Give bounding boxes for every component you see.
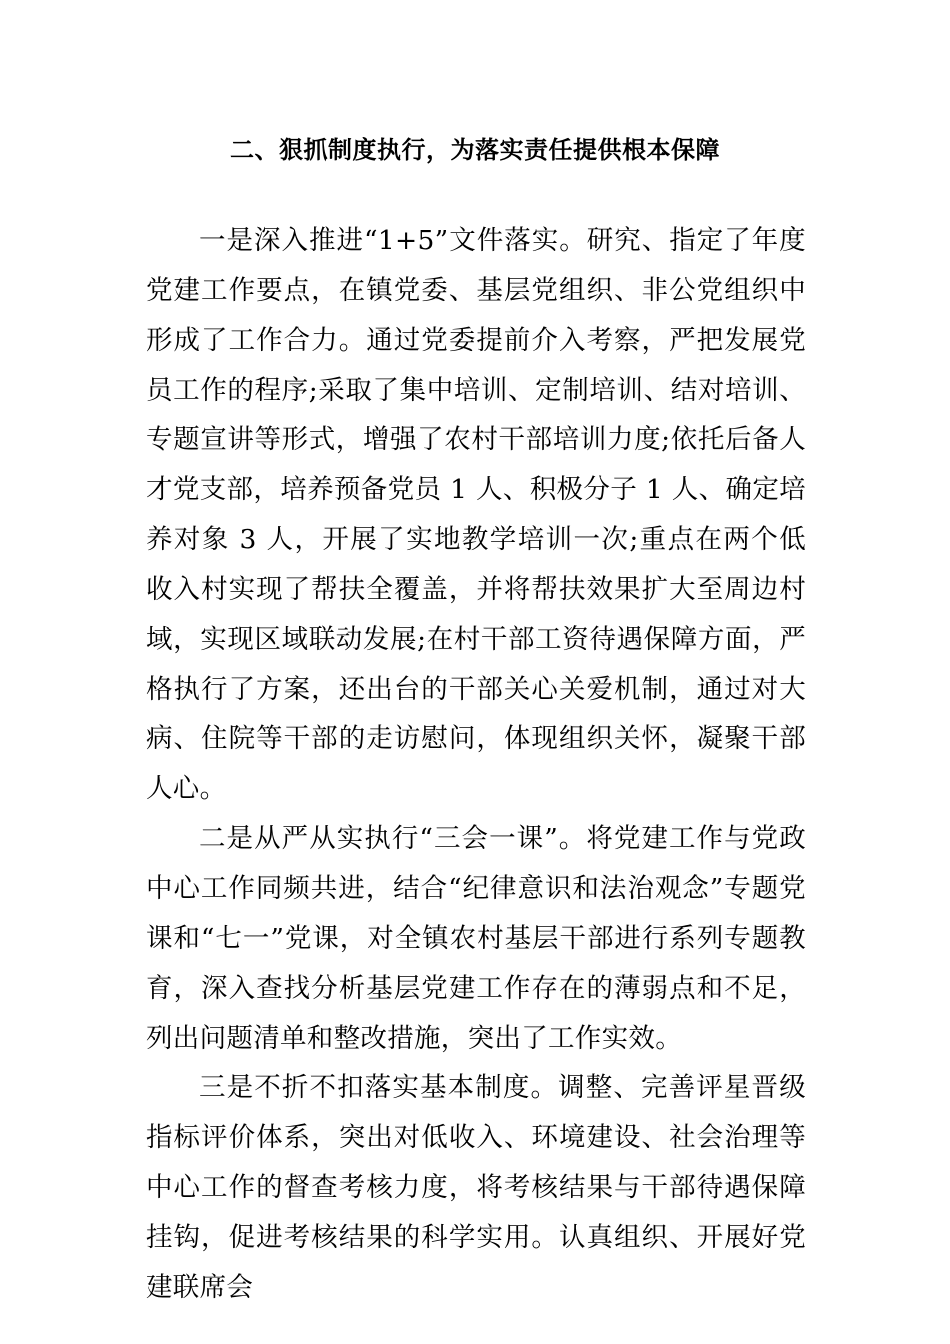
document-body [146, 216, 806, 1313]
section-heading: 二、狠抓制度执行，为落实责任提供根本保障 [230, 136, 720, 164]
paragraph-1: 一是深入推进“1+5”文件落实。研究、指定了年度党建工作要点，在镇党委、基层党组织、非公党组织中形成了工作合力。通过党委提前介入考察，严把发展党员工作的程序;采取了集中培训、定制培训、结对培训、专题宣讲等形式，增强了农村干部培训力度;依托后备人才党支部，培养预备党员 1 人、积极分子 1 人、确定培养对象 3 人，开展了实地教学培训一次;重点在两个低收入村实现了帮扶全覆盖，并将帮扶效果扩大至周边村域，实现区域联动发展;在村干部工资待遇保障方面，严格执行了方案，还出台的干部关心关爱机制，通过对大病、住院等干部的走访慰问，体现组织关怀，凝聚干部人心。 [146, 225, 806, 805]
paragraph-3: 三是不折不扣落实基本制度。调整、完善评星晋级指标评价体系，突出对低收入、环境建设、社会治理等中心工作的督查考核力度，将考核结果与干部待遇保障挂钩，促进考核结果的科学实用。认真组织、开展好党建联席会 [146, 1072, 806, 1303]
paragraph-2: 二是从严从实执行“三会一课”。将党建工作与党政中心工作同频共进，结合“纪律意识和法治观念”专题党课和“七一”党课，对全镇农村基层干部进行系列专题教育，深入查找分析基层党建工作存在的薄弱点和不足，列出问题清单和整改措施，突出了工作实效。 [146, 823, 806, 1054]
